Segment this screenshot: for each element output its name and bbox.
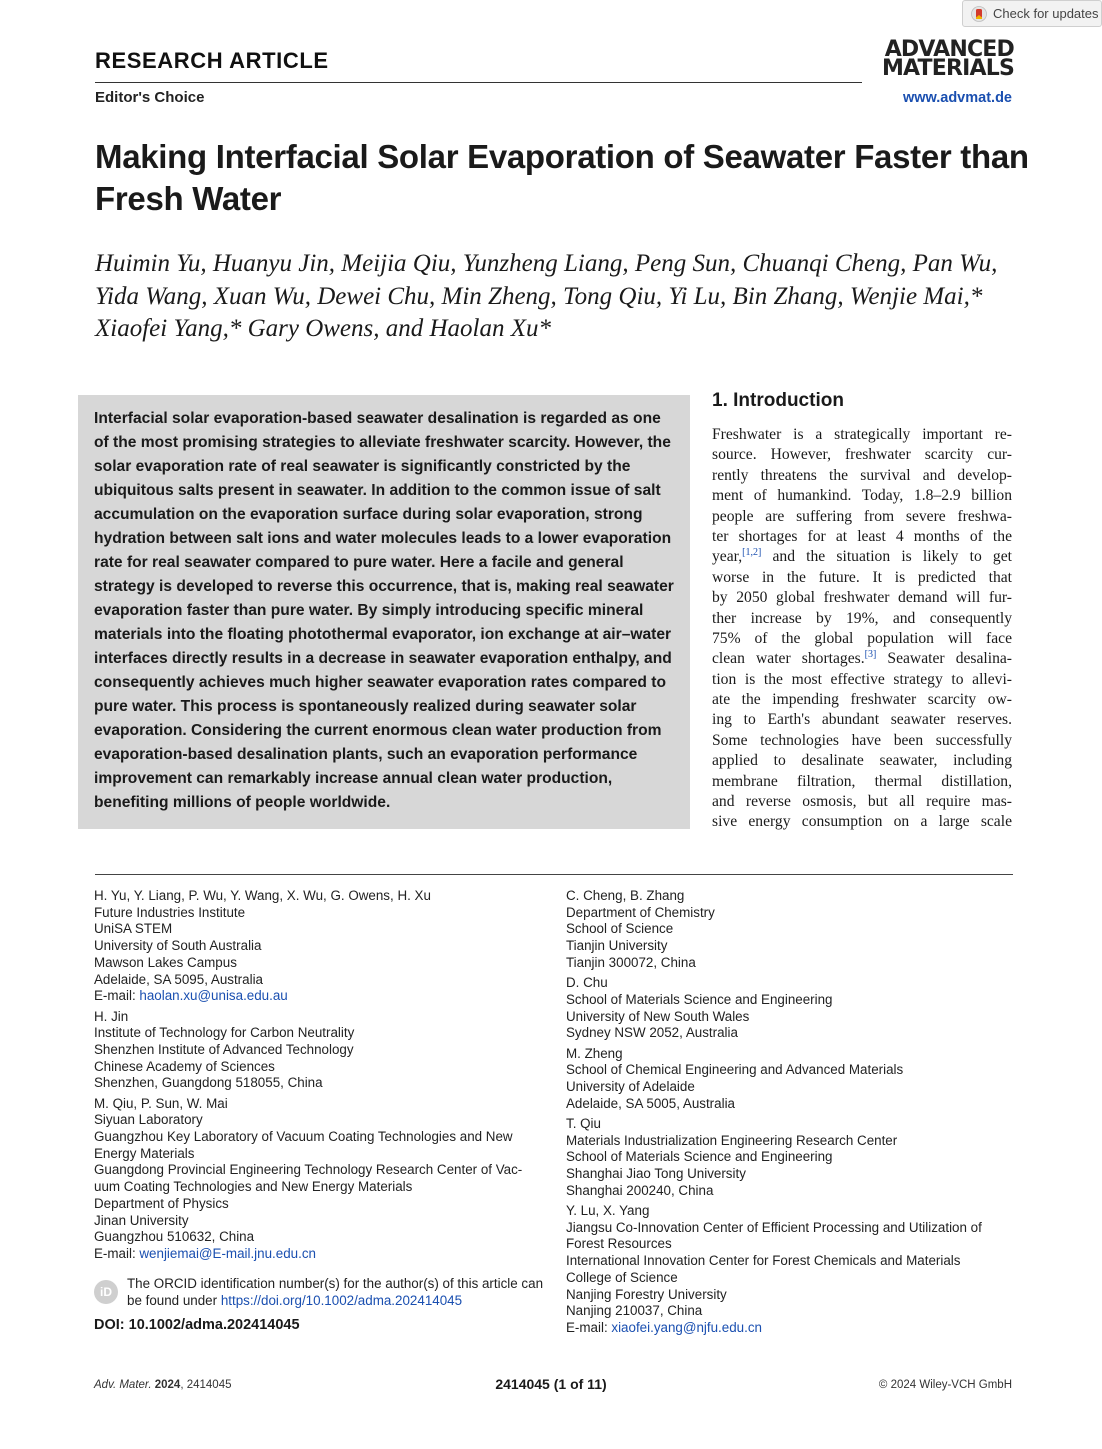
author-line: Huimin Yu, Huanyu Jin, Meijia Qiu, Yunzheng Liang, Peng Sun, Chuanqi Cheng, Pan Wu, (95, 250, 998, 277)
affiliation-line: T. Qiu (566, 1115, 601, 1131)
affiliation-line: Jiangsu Co-Innovation Center of Efficient Processing and Utilization of (566, 1219, 982, 1235)
affiliations-left-column (94, 888, 554, 1266)
intro-line: year,[1,2] and the situation is likely to get (712, 547, 1012, 566)
header-divider (95, 82, 862, 83)
author-line: Xiaofei Yang,* Gary Owens, and Haolan Xu* (95, 315, 552, 342)
journal-url-link[interactable]: www.advmat.de (902, 90, 1012, 106)
affiliation-line: University of New South Wales (566, 1008, 750, 1024)
affiliation-line: Forest Resources (566, 1236, 672, 1252)
affiliation-block (94, 1096, 554, 1263)
intro-line: ment of humankind. Today, 1.8–2.9 billion (712, 487, 1012, 505)
affiliation-block (566, 1116, 1011, 1200)
affiliation-line: Guangzhou 510632, China (94, 1229, 255, 1245)
author-list (95, 248, 1035, 346)
check-for-updates-button[interactable] (962, 0, 1102, 27)
author-line: Yida Wang, Xuan Wu, Dewei Chu, Min Zheng, Tong Qiu, Yi Lu, Bin Zhang, Wenjie Mai,* (95, 282, 983, 310)
affiliation-line: Mawson Lakes Campus (94, 954, 237, 970)
journal-logo (866, 37, 1014, 81)
affiliation-line: Department of Chemistry (566, 904, 715, 920)
affiliation-line: C. Cheng, B. Zhang (566, 888, 685, 903)
orcid-icon: iD (94, 1280, 118, 1304)
doi-label: DOI: 10.1002/adma.202414045 (94, 1317, 300, 1333)
affiliation-line: Materials Industrialization Engineering Research Center (566, 1132, 898, 1148)
affiliation-line: Energy Materials (94, 1145, 195, 1161)
affiliation-line: Shenzhen Institute of Advanced Technology (94, 1041, 354, 1057)
affiliation-line: Jinan University (94, 1212, 189, 1228)
affiliation-line: Sydney NSW 2052, Australia (566, 1025, 738, 1041)
crossmark-icon (971, 6, 987, 22)
affiliation-line: Future Industries Institute (94, 904, 246, 920)
orcid-link[interactable]: https://doi.org/10.1002/adma.202414045 (220, 1292, 463, 1308)
affiliation-line: School of Chemical Engineering and Advanced Materials (566, 1062, 904, 1078)
affiliation-block (566, 888, 1011, 972)
affiliation-line: Adelaide, SA 5095, Australia (94, 971, 263, 987)
introduction-heading: 1. Introduction (712, 390, 844, 411)
affiliation-line: School of Science (566, 921, 674, 937)
intro-line: tion is the most effective strategy to allevi- (712, 670, 1012, 688)
email-line: E-mail: wenjiemai@E-mail.jnu.edu.cn (94, 1245, 316, 1261)
citation-link[interactable]: [3] (864, 649, 877, 661)
intro-line: ther increase by 19%, and consequently (712, 609, 1012, 627)
affiliations-divider (95, 874, 1013, 875)
intro-line: membrane filtration, thermal distillation, (712, 772, 1012, 790)
affiliation-line: M. Zheng (566, 1045, 623, 1061)
intro-line: 75% of the global population will face (712, 629, 1012, 647)
intro-line: ate the impending freshwater scarcity ow- (712, 691, 1012, 709)
affiliation-line: University of South Australia (94, 938, 262, 954)
email-line: E-mail: xiaofei.yang@njfu.edu.cn (566, 1319, 762, 1335)
affiliation-line: Guangdong Provincial Engineering Technology Research Center of Vac- (94, 1162, 523, 1178)
email-link[interactable]: wenjiemai@E-mail.jnu.edu.cn (139, 1245, 316, 1261)
footer-article-number: , 2414045 (180, 1379, 232, 1391)
introduction-body (712, 425, 1012, 833)
affiliation-line: UniSA STEM (94, 921, 173, 937)
affiliation-line: H. Yu, Y. Liang, P. Wu, Y. Wang, X. Wu, G. Owens, H. Xu (94, 888, 431, 903)
affiliation-line: Tianjin 300072, China (566, 954, 696, 970)
intro-line: Some technologies have been successfully (712, 731, 1012, 749)
affiliation-line: Department of Physics (94, 1195, 229, 1211)
footer-journal: Adv. Mater. (94, 1379, 152, 1391)
affiliation-line: School of Materials Science and Engineering (566, 1149, 833, 1165)
logo-line-1: ADVANCED (884, 37, 1014, 62)
intro-line: rently threatens the survival and develop- (712, 466, 1012, 484)
footer-year: 2024 (154, 1379, 181, 1391)
article-title: Making Interfacial Solar Evaporation of Seawater Faster than Fresh Water (95, 138, 1029, 217)
affiliation-line: Adelaide, SA 5005, Australia (566, 1095, 735, 1111)
intro-line: ing to Earth's abundant seawater reserves. (712, 711, 1012, 729)
intro-line: and reverse osmosis, but all require mas- (712, 793, 1012, 811)
orcid-text: The ORCID identification number(s) for the author(s) of this article can be found under (127, 1276, 544, 1308)
footer-copyright: © 2024 Wiley-VCH GmbH (878, 1379, 1012, 1391)
affiliation-line: School of Materials Science and Engineering (566, 991, 833, 1007)
editors-choice-label: Editor's Choice (95, 89, 205, 106)
intro-line: worse in the future. It is predicted that (712, 568, 1012, 586)
affiliation-line: International Innovation Center for Forest Chemicals and Materials (566, 1253, 961, 1269)
affiliation-line: uum Coating Technologies and New Energy Materials (94, 1179, 413, 1195)
orcid-note (94, 1276, 554, 1309)
affiliation-line: University of Adelaide (566, 1078, 695, 1094)
page-number: 2414045 (1 of 11) (495, 1376, 607, 1392)
affiliation-line: Y. Lu, X. Yang (566, 1203, 650, 1219)
affiliation-block (566, 975, 1011, 1042)
affiliation-line: Chinese Academy of Sciences (94, 1058, 275, 1074)
affiliation-block (566, 1046, 1011, 1113)
logo-line-2: MATERIALS (881, 56, 1014, 81)
affiliation-line: Institute of Technology for Carbon Neutrality (94, 1025, 355, 1041)
affiliation-line: Guangzhou Key Laboratory of Vacuum Coating Technologies and New (94, 1129, 513, 1145)
article-type: RESEARCH ARTICLE (95, 48, 329, 73)
intro-line: ter shortages for at least 4 months of the (712, 527, 1012, 545)
intro-line: applied to desalinate seawater, including (712, 752, 1012, 770)
affiliation-line: Shanghai Jiao Tong University (566, 1166, 746, 1182)
affiliation-block (566, 1203, 1011, 1337)
affiliation-line: Shanghai 200240, China (566, 1182, 714, 1198)
intro-line: source. However, freshwater scarcity cur- (712, 446, 1012, 464)
affiliation-line: Tianjin University (566, 938, 668, 954)
email-link[interactable]: haolan.xu@unisa.edu.au (139, 988, 288, 1004)
affiliations-right-column (566, 888, 1011, 1340)
affiliation-line: Nanjing 210037, China (566, 1303, 703, 1319)
affiliation-block (94, 1009, 554, 1093)
affiliation-line: Siyuan Laboratory (94, 1112, 203, 1128)
citation-link[interactable]: [1,2] (742, 547, 762, 559)
intro-line: by 2050 global freshwater demand will fur- (712, 589, 1012, 607)
affiliation-block (94, 888, 554, 1005)
affiliation-line: Shenzhen, Guangdong 518055, China (94, 1075, 323, 1091)
check-for-updates-label: Check for updates (993, 6, 1099, 21)
affiliation-line: M. Qiu, P. Sun, W. Mai (94, 1095, 228, 1111)
affiliation-line: D. Chu (566, 975, 608, 991)
abstract-text: Interfacial solar evaporation-based seawater desalination is regarded as one of the most promising strategies to alleviate freshwater scarcity. However, the solar evaporation rate of real seawater is significantly constricted by the ubiquitous salts present in seawater. In addition to the common issue of salt accumulation on the evaporation surface during solar evaporation, strong hydration between salt ions and water molecules leads to a lower evaporation rate for real seawater compared to pure water. Here a facile and general strategy is developed to reverse this occurrence, that is, making real seawater evaporation faster than pure water. By simply introducing specific mineral materials into the floating photothermal evaporator, ion exchange at air–water interfaces directly results in a decrease in seawater evaporation enthalpy, and consequently achieves much higher seawater evaporation rates compared to pure water. This process is spontaneously realized during seawater solar evaporation. Considering the current enormous clean water production from evaporation-based desalination plants, such an evaporation performance improvement can remarkably increase annual clean water production, benefiting millions of people worldwide. (94, 410, 674, 811)
email-line: E-mail: haolan.xu@unisa.edu.au (94, 988, 288, 1004)
affiliation-line: H. Jin (94, 1008, 129, 1024)
intro-line: clean water shortages.[3] Seawater desalina- (712, 649, 1012, 668)
intro-line: Freshwater is a strategically important re- (712, 426, 1012, 443)
affiliation-line: Nanjing Forestry University (566, 1286, 727, 1302)
affiliation-line: College of Science (566, 1269, 678, 1285)
email-link[interactable]: xiaofei.yang@njfu.edu.cn (611, 1319, 762, 1335)
intro-line: sive energy consumption on a large scale (712, 813, 1012, 831)
intro-line: people are suffering from severe freshwa- (712, 507, 1012, 525)
